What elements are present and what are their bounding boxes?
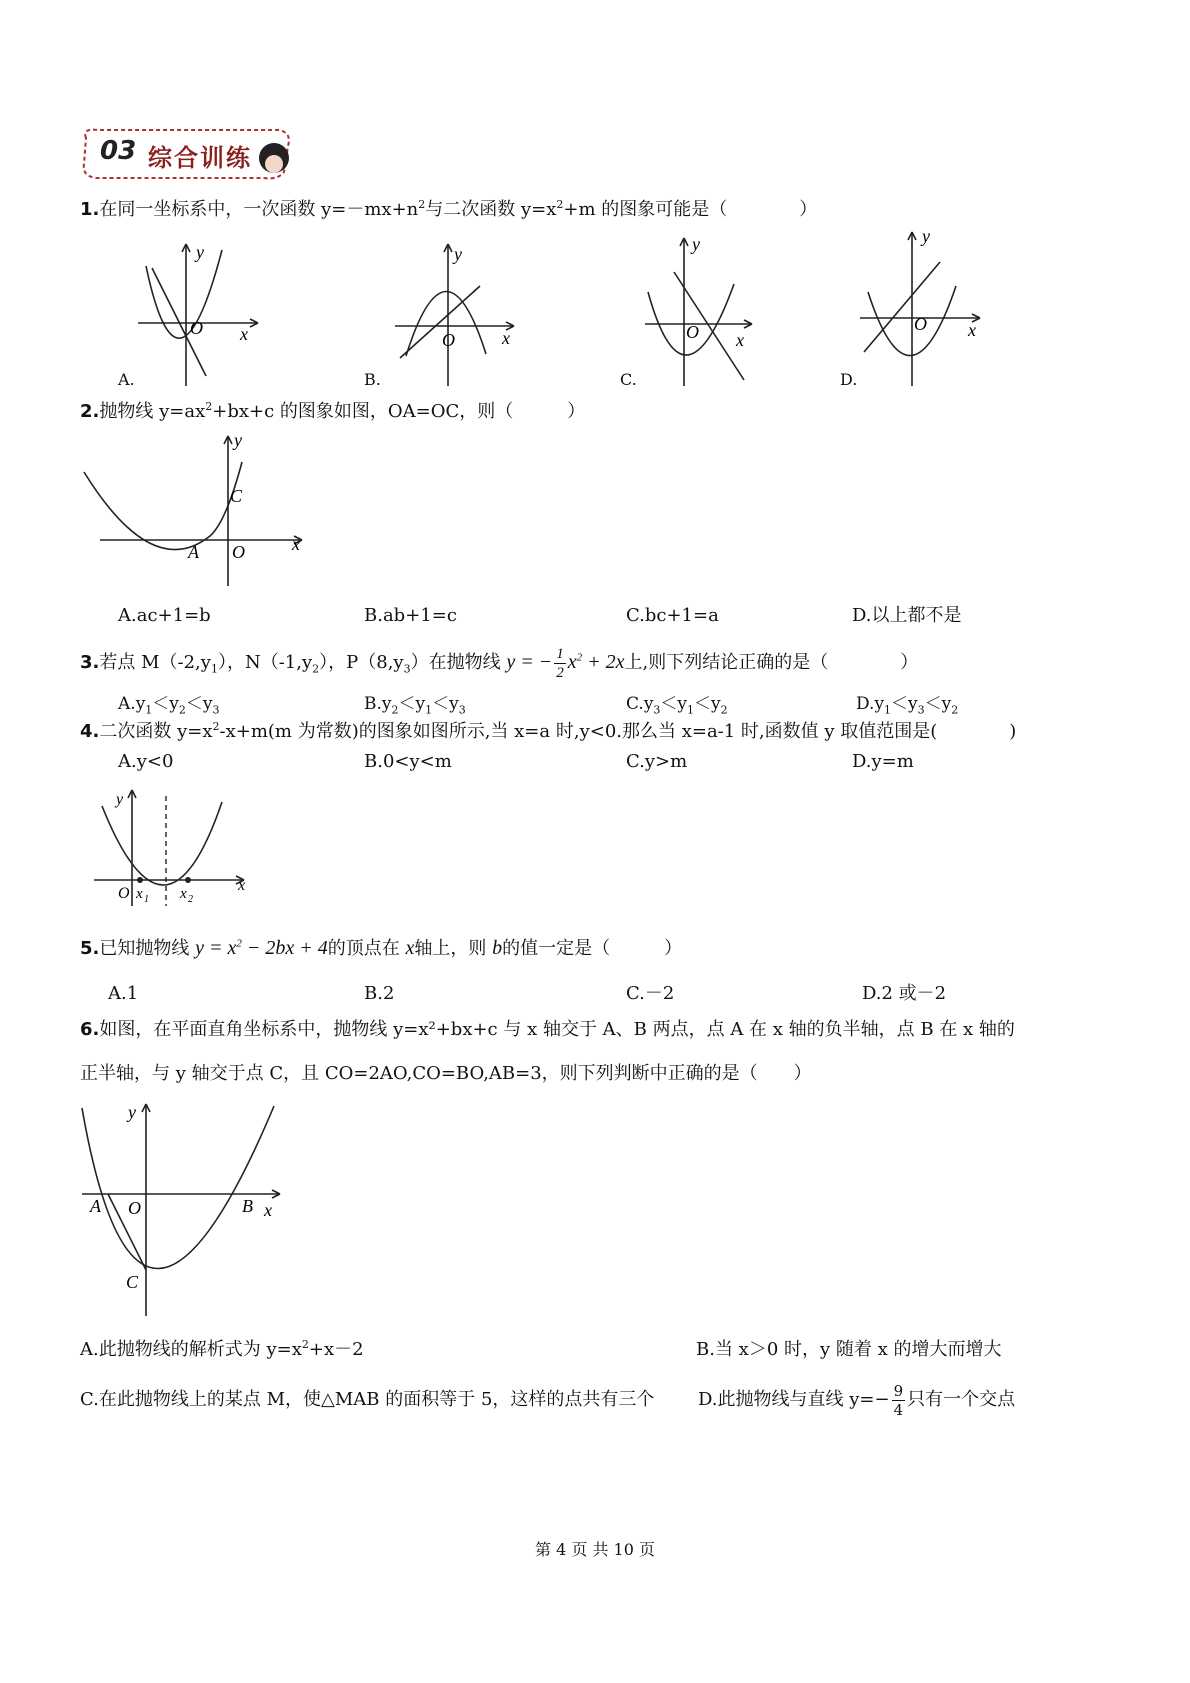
q5-formula: $y = x^2 - 2bx + 4$ (195, 937, 328, 959)
svg-text:x: x (240, 324, 248, 344)
svg-text:O: O (914, 314, 927, 334)
svg-text:O: O (190, 318, 203, 338)
page-footer: 第 4 页 共 10 页 (535, 1540, 655, 1559)
q1-option-b[interactable]: B. (364, 370, 381, 389)
q1-graph-d (856, 226, 1006, 388)
svg-text:C: C (230, 486, 243, 506)
q1-graph-a (118, 238, 268, 388)
q6-number: 6. (80, 1019, 100, 1040)
q2-option-d[interactable]: D.以上都不是 (852, 605, 962, 626)
svg-text:2: 2 (188, 894, 193, 905)
q3-stem: 3.若点 $M(-2,y_1)$，$N(-1,y_2)$，$P(8,y_3)$在抛物线 y = − $\frac{1}{2}$ $x^2 + 2x$上,则下列结论正确的是（ ） (80, 645, 919, 681)
q4-option-c[interactable]: C.y>m (626, 751, 688, 772)
svg-text:C: C (126, 1272, 139, 1292)
q3-option-a[interactable]: $A.y_1<y_2<y_3$ (118, 694, 220, 717)
q6-option-b[interactable]: B.当 x＞0 时，y 随着 x 的增大而增大 (696, 1339, 1002, 1360)
svg-text:A: A (188, 542, 199, 562)
q1-option-c[interactable]: C. (620, 370, 637, 389)
q4-stem: 4.二次函数 $y=x^2-x+m(m$ 为常数)的图象如图所示,当 x=a 时,y<0.那么当 x=a-1 时,函数值 y 取值范围是( ) (80, 720, 1017, 742)
svg-text:x: x (502, 328, 510, 348)
q4-number: 4. (80, 721, 100, 742)
svg-text:y: y (454, 244, 462, 264)
q1-option-d[interactable]: D. (840, 370, 858, 389)
svg-text:x: x (238, 877, 246, 894)
q5-option-c[interactable]: C.－2 (626, 983, 675, 1004)
q6-option-d[interactable]: D.此抛物线与直线 y=− $\frac{9}{4}$ 只有一个交点 (698, 1381, 1016, 1419)
q5-option-d[interactable]: D.2 或－2 (862, 983, 947, 1004)
svg-text:O: O (128, 1198, 141, 1218)
q1-number: 1. (80, 199, 100, 220)
svg-text:y: y (196, 242, 204, 262)
svg-text:O: O (118, 885, 130, 902)
svg-text:x: x (968, 320, 976, 340)
q6-graph (78, 1100, 288, 1320)
q1-graph-b (380, 238, 530, 388)
svg-text:x: x (736, 330, 744, 350)
svg-text:y: y (922, 226, 930, 246)
svg-text:A: A (90, 1196, 101, 1216)
q4-option-a[interactable]: A.y<0 (118, 751, 174, 772)
svg-text:O: O (686, 322, 699, 342)
q2-stem: 2.抛物线 $y=ax^2+bx+c$ 的图象如图，OA=OC，则（ ） (80, 400, 586, 422)
svg-text:O: O (442, 330, 455, 350)
svg-text:x: x (292, 534, 300, 554)
q3-fraction: $\frac{1}{2}$ (556, 645, 564, 681)
q5-option-a[interactable]: A.1 (108, 983, 139, 1004)
badge-number: 03 (100, 136, 137, 166)
q4-option-d[interactable]: D.y=m (852, 751, 914, 772)
q6-option-a[interactable]: A.此抛物线的解析式为 $y=x^2+x-2$ (80, 1338, 364, 1360)
q5-option-b[interactable]: B.2 (364, 983, 395, 1004)
q1-option-a[interactable]: A. (118, 370, 135, 389)
svg-text:y: y (116, 791, 124, 808)
q2-option-c[interactable]: C.bc+1=a (626, 605, 719, 626)
svg-text:x: x (136, 886, 143, 902)
q1-stem: 1.在同一坐标系中，一次函数 $y=-mx+n^2$与二次函数 $y=x^2+m$ 的图象可能是（ ） (80, 198, 818, 220)
q6-stem-line2: 正半轴，与 y 轴交于点 C，且 CO=2AO,CO=BO,AB=3，则下列判断中正确的是（ ） (80, 1063, 812, 1084)
svg-text:x: x (180, 886, 187, 902)
q2-number: 2. (80, 401, 100, 422)
q3-option-d[interactable]: $D.y_1<y_3<y_2$ (856, 694, 959, 717)
q3-number: 3. (80, 652, 100, 673)
q4-option-b[interactable]: B.0<y<m (364, 751, 452, 772)
q2-graph (80, 432, 310, 588)
section-title: 综合训练 (148, 144, 252, 172)
q3-option-b[interactable]: $B.y_2<y_1<y_3$ (364, 694, 466, 717)
q6-option-c[interactable]: C.在此抛物线上的某点 M，使△MAB 的面积等于 5，这样的点共有三个 (80, 1389, 655, 1410)
section-header (78, 124, 308, 184)
svg-text:B: B (242, 1196, 253, 1216)
q6-stem-line1: 6.如图，在平面直角坐标系中，抛物线 y=x²+bx+c 与 x 轴交于 A、B 两点，点 A 在 x 轴的负半轴，点 B 在 x 轴的 (80, 1019, 1015, 1040)
q4-graph (88, 786, 258, 910)
svg-text:O: O (232, 542, 245, 562)
q6-fraction: $\frac{9}{4}$ (893, 1381, 904, 1419)
q2-option-a[interactable]: A.ac+1=b (118, 605, 211, 626)
q3-option-c[interactable]: $C.y_3<y_1<y_2$ (626, 694, 728, 717)
q5-stem: 5.已知抛物线 $y = x^2 - 2bx + 4$的顶点在 x轴上，则 b的值一定是（ ） (80, 937, 683, 959)
q2-option-b[interactable]: B.ab+1=c (364, 605, 457, 626)
q5-number: 5. (80, 938, 100, 959)
q1-graph-c (640, 232, 790, 388)
svg-text:y: y (692, 234, 700, 254)
q3-formula: y = − $\frac{1}{2}$ $x^2 + 2x$ (506, 645, 625, 681)
svg-text:y: y (234, 432, 242, 450)
svg-text:x: x (264, 1200, 272, 1220)
svg-text:1: 1 (144, 894, 149, 905)
svg-text:y: y (128, 1102, 136, 1122)
